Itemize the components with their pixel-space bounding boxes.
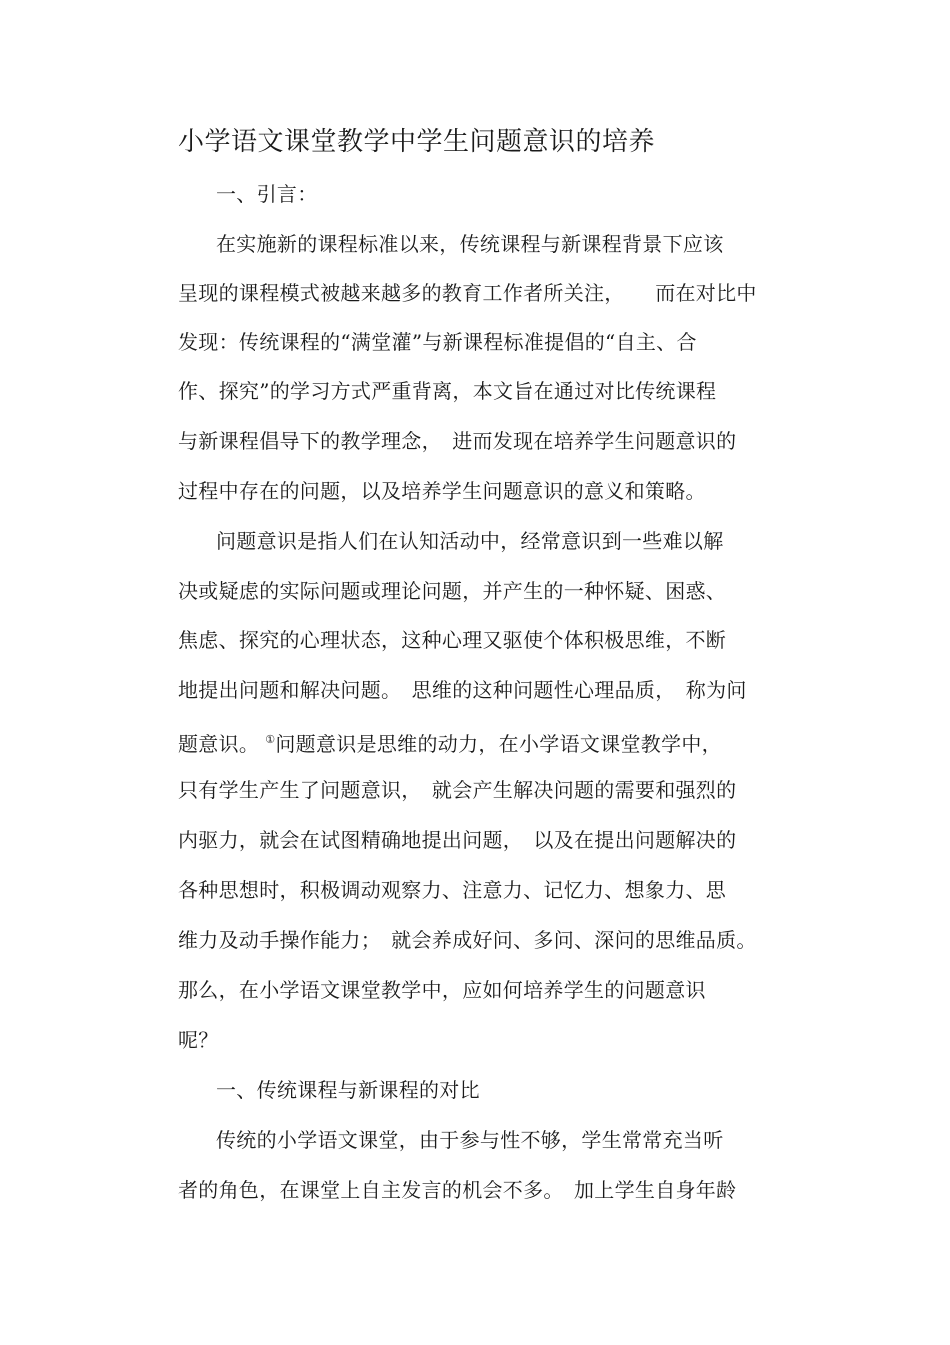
document-title: 小学语文课堂教学中学生问题意识的培养	[178, 127, 656, 157]
paragraph-line: 呈现的课程模式被越来越多的教育工作者所关注， 而在对比中	[178, 281, 757, 305]
paragraph-line: 各种思想时，积极调动观察力、注意力、记忆力、想象力、思	[178, 878, 727, 902]
paragraph-text: 问题意识是思维的动力，在小学语文课堂教学中，	[275, 732, 722, 756]
paragraph-line: 作、探究”的学习方式严重背离，本文旨在通过对比传统课程	[178, 379, 717, 403]
paragraph-line: 只有学生产生了问题意识， 就会产生解决问题的需要和强烈的	[178, 778, 737, 802]
heading-intro: 一、引言：	[216, 182, 318, 206]
paragraph-line: 过程中存在的问题，以及培养学生问题意识的意义和策略。	[178, 479, 706, 503]
paragraph-line: 呢？	[178, 1028, 219, 1052]
paragraph-line: 焦虑、探究的心理状态，这种心理又驱使个体积极思维，不断	[178, 628, 727, 652]
paragraph-line: 在实施新的课程标准以来，传统课程与新课程背景下应该	[216, 232, 724, 256]
paragraph-line: 决或疑虑的实际问题或理论问题，并产生的一种怀疑、困惑、	[178, 579, 727, 603]
paragraph-line-with-footnote	[178, 725, 722, 759]
paragraph-text: 题意识。	[178, 732, 260, 756]
footnote-marker[interactable]: ①	[265, 733, 276, 746]
paragraph-line: 内驱力，就会在试图精确地提出问题， 以及在提出问题解决的	[178, 828, 737, 852]
section-heading: 一、传统课程与新课程的对比	[216, 1078, 480, 1102]
paragraph-line: 发现：传统课程的“满堂灌”与新课程标准提倡的“自主、合	[178, 330, 697, 354]
paragraph-line: 传统的小学语文课堂，由于参与性不够，学生常常充当听	[216, 1128, 724, 1152]
paragraph-line: 那么，在小学语文课堂教学中，应如何培养学生的问题意识	[178, 978, 706, 1002]
paragraph-line: 者的角色，在课堂上自主发言的机会不多。 加上学生自身年龄	[178, 1178, 737, 1202]
paragraph-line: 地提出问题和解决问题。 思维的这种问题性心理品质， 称为问	[178, 678, 747, 702]
paragraph-line: 问题意识是指人们在认知活动中，经常意识到一些难以解	[216, 529, 724, 553]
paragraph-line: 维力及动手操作能力； 就会养成好问、多问、深问的思维品质。	[178, 928, 757, 952]
paragraph-line: 与新课程倡导下的教学理念， 进而发现在培养学生问题意识的	[178, 429, 737, 453]
